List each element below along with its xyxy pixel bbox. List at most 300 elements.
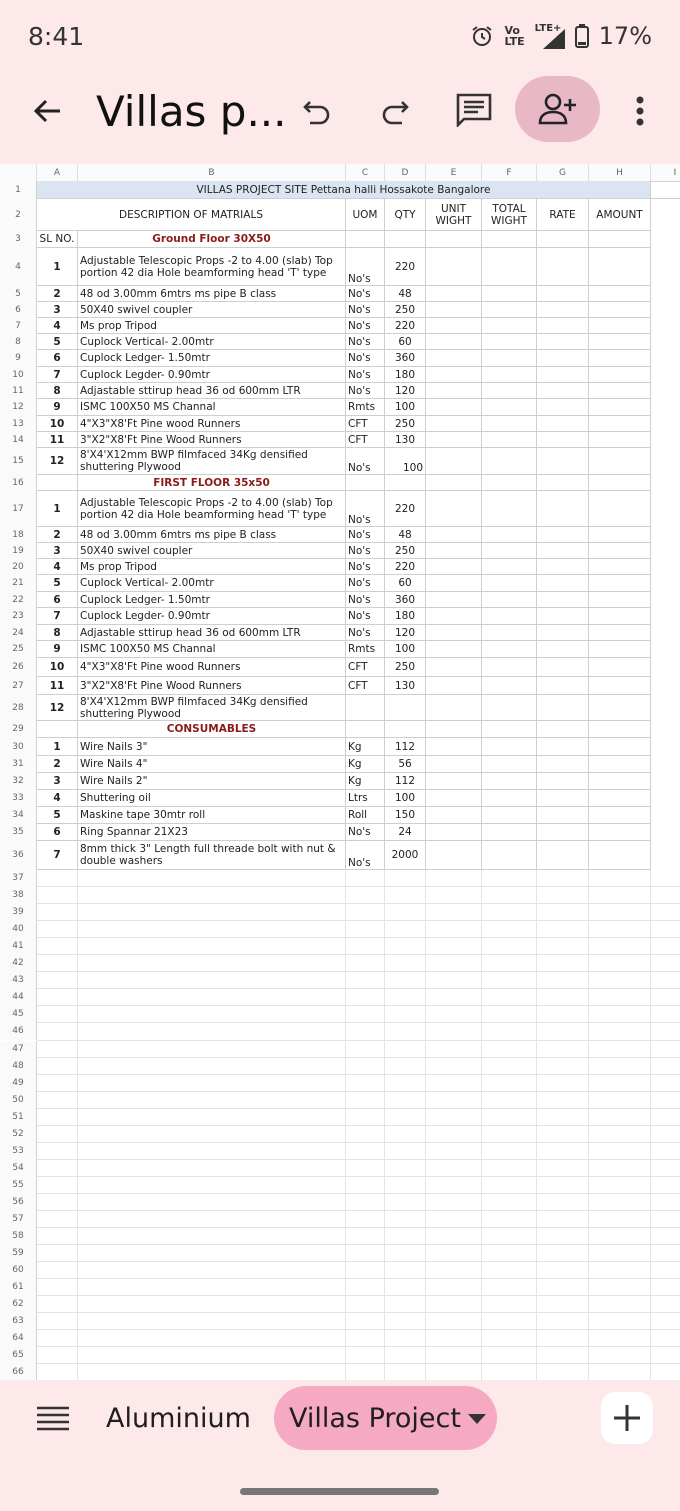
uom-cell[interactable]: No's bbox=[346, 824, 385, 841]
cell[interactable] bbox=[426, 367, 482, 383]
uom-cell[interactable]: No's bbox=[346, 302, 385, 318]
row-header-38[interactable]: 38 bbox=[0, 887, 37, 904]
cell[interactable] bbox=[426, 527, 482, 543]
cell[interactable] bbox=[482, 677, 537, 695]
cell[interactable] bbox=[589, 432, 651, 448]
cell[interactable] bbox=[482, 448, 537, 475]
description-cell[interactable]: Cuplock Legder- 0.90mtr bbox=[78, 367, 346, 383]
description-cell[interactable]: 3"X2"X8'Ft Pine Wood Runners bbox=[78, 677, 346, 695]
sl-no-cell[interactable]: 3 bbox=[37, 543, 78, 559]
cell[interactable] bbox=[482, 625, 537, 641]
row-header-62[interactable]: 62 bbox=[0, 1296, 37, 1313]
row-header-53[interactable]: 53 bbox=[0, 1143, 37, 1160]
row-header-61[interactable]: 61 bbox=[0, 1279, 37, 1296]
cell[interactable] bbox=[589, 448, 651, 475]
cell[interactable] bbox=[482, 543, 537, 559]
row-header-1[interactable]: 1 bbox=[0, 181, 37, 199]
cell[interactable] bbox=[482, 824, 537, 841]
row-header-9[interactable]: 9 bbox=[0, 350, 37, 367]
cell[interactable] bbox=[482, 286, 537, 302]
row-header-48[interactable]: 48 bbox=[0, 1058, 37, 1075]
cell[interactable] bbox=[426, 790, 482, 807]
cell[interactable] bbox=[589, 695, 651, 721]
cell[interactable] bbox=[589, 625, 651, 641]
uom-cell[interactable]: No's bbox=[346, 841, 385, 870]
description-cell[interactable]: Adjustable Telescopic Props -2 to 4.00 (slab) Top portion 42 dia Hole beamforming head 'T' type bbox=[78, 491, 346, 527]
qty-cell[interactable]: 250 bbox=[385, 658, 426, 677]
qty-cell[interactable]: 180 bbox=[385, 367, 426, 383]
cell[interactable] bbox=[589, 773, 651, 790]
sl-no-cell[interactable]: 11 bbox=[37, 677, 78, 695]
cell[interactable] bbox=[537, 318, 589, 334]
cell[interactable] bbox=[346, 721, 385, 738]
cell[interactable] bbox=[537, 608, 589, 625]
cell[interactable] bbox=[537, 641, 589, 658]
sl-no-cell[interactable]: 12 bbox=[37, 695, 78, 721]
row-header-13[interactable]: 13 bbox=[0, 416, 37, 432]
qty-cell[interactable]: 100 bbox=[385, 790, 426, 807]
cell[interactable] bbox=[589, 527, 651, 543]
description-cell[interactable]: Cuplock Vertical- 2.00mtr bbox=[78, 334, 346, 350]
uom-cell[interactable]: No's bbox=[346, 286, 385, 302]
cell[interactable] bbox=[537, 677, 589, 695]
cell[interactable] bbox=[589, 841, 651, 870]
cell[interactable] bbox=[482, 350, 537, 367]
qty-cell[interactable]: 130 bbox=[385, 432, 426, 448]
cell[interactable] bbox=[385, 231, 426, 248]
redo-button[interactable] bbox=[374, 90, 416, 132]
row-header-17[interactable]: 17 bbox=[0, 491, 37, 527]
cell[interactable] bbox=[589, 790, 651, 807]
sl-no-cell[interactable]: 5 bbox=[37, 575, 78, 592]
qty-cell[interactable]: 100 bbox=[385, 399, 426, 416]
row-header-49[interactable]: 49 bbox=[0, 1075, 37, 1092]
sl-no-cell[interactable]: 5 bbox=[37, 334, 78, 350]
cell[interactable] bbox=[537, 738, 589, 756]
cell[interactable] bbox=[426, 575, 482, 592]
uom-cell[interactable]: Kg bbox=[346, 773, 385, 790]
qty-cell[interactable]: 220 bbox=[385, 559, 426, 575]
cell[interactable] bbox=[482, 807, 537, 824]
cell[interactable] bbox=[426, 559, 482, 575]
row-header-23[interactable]: 23 bbox=[0, 608, 37, 625]
description-cell[interactable]: Wire Nails 2" bbox=[78, 773, 346, 790]
cell[interactable] bbox=[589, 248, 651, 286]
cell[interactable] bbox=[589, 658, 651, 677]
uom-cell[interactable]: No's bbox=[346, 248, 385, 286]
description-cell[interactable]: 3"X2"X8'Ft Pine Wood Runners bbox=[78, 432, 346, 448]
cell[interactable] bbox=[482, 841, 537, 870]
cell[interactable] bbox=[426, 543, 482, 559]
qty-cell[interactable]: 24 bbox=[385, 824, 426, 841]
uom-cell[interactable]: No's bbox=[346, 559, 385, 575]
cell[interactable] bbox=[589, 334, 651, 350]
row-header-42[interactable]: 42 bbox=[0, 955, 37, 972]
uom-cell[interactable]: No's bbox=[346, 543, 385, 559]
qty-cell[interactable]: 112 bbox=[385, 773, 426, 790]
header-rate[interactable]: RATE bbox=[537, 199, 589, 231]
row-header-50[interactable]: 50 bbox=[0, 1092, 37, 1109]
cell[interactable] bbox=[589, 824, 651, 841]
uom-cell[interactable]: No's bbox=[346, 367, 385, 383]
row-header-33[interactable]: 33 bbox=[0, 790, 37, 807]
cell[interactable] bbox=[482, 756, 537, 773]
description-cell[interactable]: Adjustable Telescopic Props -2 to 4.00 (slab) Top portion 42 dia Hole beamforming head 'T' type bbox=[78, 248, 346, 286]
cell[interactable] bbox=[482, 592, 537, 608]
qty-cell[interactable]: 60 bbox=[385, 575, 426, 592]
qty-cell[interactable]: 120 bbox=[385, 383, 426, 399]
cell[interactable] bbox=[537, 491, 589, 527]
uom-cell[interactable]: No's bbox=[346, 334, 385, 350]
cell[interactable] bbox=[482, 491, 537, 527]
qty-cell[interactable]: 100 bbox=[385, 641, 426, 658]
sl-no-cell[interactable]: 7 bbox=[37, 367, 78, 383]
description-cell[interactable]: Cuplock Legder- 0.90mtr bbox=[78, 608, 346, 625]
row-header-15[interactable]: 15 bbox=[0, 448, 37, 475]
cell[interactable] bbox=[426, 399, 482, 416]
column-header-e[interactable]: E bbox=[426, 164, 482, 182]
all-sheets-button[interactable] bbox=[34, 1400, 72, 1438]
cell[interactable] bbox=[589, 302, 651, 318]
cell[interactable] bbox=[426, 302, 482, 318]
sl-no-cell[interactable]: 9 bbox=[37, 641, 78, 658]
cell[interactable] bbox=[537, 773, 589, 790]
row-header-20[interactable]: 20 bbox=[0, 559, 37, 575]
cell[interactable] bbox=[589, 559, 651, 575]
uom-cell[interactable]: No's bbox=[346, 448, 385, 475]
row-header-41[interactable]: 41 bbox=[0, 938, 37, 955]
description-cell[interactable]: Maskine tape 30mtr roll bbox=[78, 807, 346, 824]
row-header-4[interactable]: 4 bbox=[0, 248, 37, 286]
description-cell[interactable]: 8mm thick 3" Length full threade bolt with nut & double washers bbox=[78, 841, 346, 870]
description-cell[interactable]: 50X40 swivel coupler bbox=[78, 543, 346, 559]
cell[interactable] bbox=[589, 383, 651, 399]
cell[interactable] bbox=[482, 790, 537, 807]
description-cell[interactable]: Ring Spannar 21X23 bbox=[78, 824, 346, 841]
description-cell[interactable]: Wire Nails 4" bbox=[78, 756, 346, 773]
uom-cell[interactable]: CFT bbox=[346, 416, 385, 432]
cell[interactable] bbox=[482, 695, 537, 721]
sl-no-cell[interactable]: 4 bbox=[37, 318, 78, 334]
cell[interactable] bbox=[482, 738, 537, 756]
cell[interactable] bbox=[426, 738, 482, 756]
description-cell[interactable]: 4"X3"X8'Ft Pine wood Runners bbox=[78, 658, 346, 677]
cell[interactable] bbox=[589, 641, 651, 658]
comments-button[interactable] bbox=[452, 88, 496, 132]
cell[interactable] bbox=[385, 721, 426, 738]
sl-no-cell[interactable]: 10 bbox=[37, 416, 78, 432]
qty-cell[interactable]: 220 bbox=[385, 318, 426, 334]
row-header-45[interactable]: 45 bbox=[0, 1006, 37, 1023]
column-header-c[interactable]: C bbox=[346, 164, 385, 182]
cell[interactable] bbox=[426, 350, 482, 367]
row-header-12[interactable]: 12 bbox=[0, 399, 37, 416]
sl-no-cell[interactable]: 1 bbox=[37, 248, 78, 286]
row-header-32[interactable]: 32 bbox=[0, 773, 37, 790]
qty-cell[interactable]: 56 bbox=[385, 756, 426, 773]
cell[interactable] bbox=[537, 824, 589, 841]
description-cell[interactable]: Ms prop Tripod bbox=[78, 559, 346, 575]
row-header-25[interactable]: 25 bbox=[0, 641, 37, 658]
sl-no-cell[interactable]: 1 bbox=[37, 738, 78, 756]
uom-cell[interactable]: Rmts bbox=[346, 399, 385, 416]
qty-cell[interactable]: 220 bbox=[385, 491, 426, 527]
row-header-37[interactable]: 37 bbox=[0, 870, 37, 887]
row-header-21[interactable]: 21 bbox=[0, 575, 37, 592]
cell[interactable] bbox=[482, 773, 537, 790]
row-header-66[interactable]: 66 bbox=[0, 1364, 37, 1380]
cell[interactable] bbox=[537, 658, 589, 677]
description-cell[interactable]: ISMC 100X50 MS Channal bbox=[78, 641, 346, 658]
cell[interactable] bbox=[482, 383, 537, 399]
cell[interactable] bbox=[426, 334, 482, 350]
cell[interactable] bbox=[537, 432, 589, 448]
cell[interactable] bbox=[346, 231, 385, 248]
uom-cell[interactable]: No's bbox=[346, 527, 385, 543]
cell[interactable] bbox=[426, 318, 482, 334]
cell[interactable] bbox=[537, 527, 589, 543]
cell[interactable] bbox=[426, 432, 482, 448]
cell[interactable] bbox=[426, 721, 482, 738]
cell[interactable] bbox=[589, 367, 651, 383]
sl-no-cell[interactable]: 6 bbox=[37, 350, 78, 367]
qty-cell[interactable]: 250 bbox=[385, 416, 426, 432]
row-header-56[interactable]: 56 bbox=[0, 1194, 37, 1211]
header-sl-no[interactable]: SL NO. bbox=[37, 231, 78, 248]
cell[interactable] bbox=[482, 475, 537, 491]
cell[interactable] bbox=[426, 383, 482, 399]
row-header-8[interactable]: 8 bbox=[0, 334, 37, 350]
row-header-51[interactable]: 51 bbox=[0, 1109, 37, 1126]
qty-cell[interactable]: 100 bbox=[385, 448, 426, 475]
row-header-39[interactable]: 39 bbox=[0, 904, 37, 921]
sl-no-cell[interactable]: 2 bbox=[37, 527, 78, 543]
uom-cell[interactable]: No's bbox=[346, 491, 385, 527]
row-header-31[interactable]: 31 bbox=[0, 756, 37, 773]
sl-no-cell[interactable]: 11 bbox=[37, 432, 78, 448]
uom-cell[interactable]: Kg bbox=[346, 756, 385, 773]
cell[interactable] bbox=[537, 231, 589, 248]
cell[interactable] bbox=[537, 367, 589, 383]
column-header-h[interactable]: H bbox=[589, 164, 651, 182]
cell[interactable] bbox=[537, 399, 589, 416]
uom-cell[interactable]: Rmts bbox=[346, 641, 385, 658]
cell[interactable] bbox=[537, 286, 589, 302]
cell[interactable] bbox=[589, 677, 651, 695]
cell[interactable] bbox=[426, 807, 482, 824]
description-cell[interactable]: Adjastable sttirup head 36 od 600mm LTR bbox=[78, 625, 346, 641]
row-header-46[interactable]: 46 bbox=[0, 1023, 37, 1040]
uom-cell[interactable]: CFT bbox=[346, 677, 385, 695]
cell[interactable] bbox=[426, 756, 482, 773]
cell[interactable] bbox=[482, 231, 537, 248]
qty-cell[interactable]: 250 bbox=[385, 302, 426, 318]
column-header-f[interactable]: F bbox=[482, 164, 537, 182]
cell[interactable] bbox=[426, 491, 482, 527]
sl-no-cell[interactable]: 2 bbox=[37, 286, 78, 302]
row-header-30[interactable]: 30 bbox=[0, 738, 37, 756]
header-total-weight[interactable]: TOTAL WIGHT bbox=[482, 199, 537, 231]
qty-cell[interactable]: 2000 bbox=[385, 841, 426, 870]
sl-no-cell[interactable]: 2 bbox=[37, 756, 78, 773]
cell[interactable] bbox=[482, 334, 537, 350]
cell[interactable] bbox=[482, 302, 537, 318]
row-header-19[interactable]: 19 bbox=[0, 543, 37, 559]
description-cell[interactable]: Ms prop Tripod bbox=[78, 318, 346, 334]
qty-cell[interactable]: 112 bbox=[385, 738, 426, 756]
cell[interactable] bbox=[589, 475, 651, 491]
cell[interactable] bbox=[482, 248, 537, 286]
qty-cell[interactable] bbox=[385, 695, 426, 721]
uom-cell[interactable]: Roll bbox=[346, 807, 385, 824]
cell[interactable] bbox=[482, 399, 537, 416]
sheet-title-cell[interactable]: VILLAS PROJECT SITE Pettana halli Hossakote Bangalore bbox=[37, 181, 651, 199]
column-header-g[interactable]: G bbox=[537, 164, 589, 182]
description-cell[interactable]: 50X40 swivel coupler bbox=[78, 302, 346, 318]
cell[interactable] bbox=[482, 367, 537, 383]
column-header-a[interactable]: A bbox=[37, 164, 78, 182]
corner-cell[interactable] bbox=[0, 164, 37, 182]
description-cell[interactable]: 8'X4'X12mm BWP filmfaced 34Kg densified shuttering Plywood bbox=[78, 448, 346, 475]
uom-cell[interactable]: Ltrs bbox=[346, 790, 385, 807]
cell[interactable] bbox=[426, 677, 482, 695]
cell[interactable] bbox=[537, 721, 589, 738]
cell[interactable] bbox=[537, 625, 589, 641]
header-qty[interactable]: QTY bbox=[385, 199, 426, 231]
row-header-59[interactable]: 59 bbox=[0, 1245, 37, 1262]
cell[interactable] bbox=[537, 248, 589, 286]
sl-no-cell[interactable]: 10 bbox=[37, 658, 78, 677]
header-unit-weight[interactable]: UNIT WIGHT bbox=[426, 199, 482, 231]
cell[interactable] bbox=[482, 608, 537, 625]
uom-cell[interactable] bbox=[346, 695, 385, 721]
header-uom[interactable]: UOM bbox=[346, 199, 385, 231]
row-header-55[interactable]: 55 bbox=[0, 1177, 37, 1194]
cell[interactable] bbox=[37, 721, 78, 738]
cell[interactable] bbox=[426, 231, 482, 248]
cell[interactable] bbox=[426, 475, 482, 491]
description-cell[interactable]: Shuttering oil bbox=[78, 790, 346, 807]
document-title[interactable]: Villas p... bbox=[96, 87, 287, 136]
row-header-3[interactable]: 3 bbox=[0, 231, 37, 248]
cell[interactable] bbox=[426, 841, 482, 870]
row-header-27[interactable]: 27 bbox=[0, 677, 37, 695]
qty-cell[interactable]: 150 bbox=[385, 807, 426, 824]
cell[interactable] bbox=[37, 475, 78, 491]
cell[interactable] bbox=[426, 592, 482, 608]
cell[interactable] bbox=[537, 302, 589, 318]
sl-no-cell[interactable]: 3 bbox=[37, 773, 78, 790]
tab-villas-project[interactable] bbox=[274, 1386, 497, 1450]
cell[interactable] bbox=[426, 448, 482, 475]
cell[interactable] bbox=[426, 773, 482, 790]
cell[interactable] bbox=[589, 231, 651, 248]
cell[interactable] bbox=[426, 641, 482, 658]
row-header-40[interactable]: 40 bbox=[0, 921, 37, 938]
column-header-i[interactable]: I bbox=[651, 164, 680, 182]
cell[interactable] bbox=[589, 543, 651, 559]
cell[interactable] bbox=[426, 695, 482, 721]
row-header-6[interactable]: 6 bbox=[0, 302, 37, 318]
cell[interactable] bbox=[589, 416, 651, 432]
row-header-52[interactable]: 52 bbox=[0, 1126, 37, 1143]
qty-cell[interactable]: 250 bbox=[385, 543, 426, 559]
cell[interactable] bbox=[385, 475, 426, 491]
column-header-d[interactable]: D bbox=[385, 164, 426, 182]
cell[interactable] bbox=[426, 824, 482, 841]
cell[interactable] bbox=[537, 841, 589, 870]
row-header-18[interactable]: 18 bbox=[0, 527, 37, 543]
sl-no-cell[interactable]: 8 bbox=[37, 625, 78, 641]
cell[interactable] bbox=[426, 658, 482, 677]
cell[interactable] bbox=[589, 350, 651, 367]
cell[interactable] bbox=[537, 807, 589, 824]
cell[interactable] bbox=[589, 491, 651, 527]
cell[interactable] bbox=[537, 790, 589, 807]
cell[interactable] bbox=[537, 334, 589, 350]
cell[interactable] bbox=[537, 448, 589, 475]
cell[interactable] bbox=[589, 575, 651, 592]
cell[interactable] bbox=[537, 416, 589, 432]
row-header-57[interactable]: 57 bbox=[0, 1211, 37, 1228]
qty-cell[interactable]: 48 bbox=[385, 286, 426, 302]
cell[interactable] bbox=[482, 318, 537, 334]
row-header-43[interactable]: 43 bbox=[0, 972, 37, 989]
uom-cell[interactable]: CFT bbox=[346, 432, 385, 448]
qty-cell[interactable]: 220 bbox=[385, 248, 426, 286]
sl-no-cell[interactable]: 5 bbox=[37, 807, 78, 824]
description-cell[interactable]: 8'X4'X12mm BWP filmfaced 34Kg densified shuttering Plywood bbox=[78, 695, 346, 721]
cell[interactable] bbox=[589, 756, 651, 773]
cell[interactable] bbox=[589, 286, 651, 302]
description-cell[interactable]: 48 od 3.00mm 6mtrs ms pipe B class bbox=[78, 527, 346, 543]
cell[interactable] bbox=[589, 807, 651, 824]
row-header-36[interactable]: 36 bbox=[0, 841, 37, 870]
sl-no-cell[interactable]: 8 bbox=[37, 383, 78, 399]
cell[interactable] bbox=[426, 286, 482, 302]
row-header-14[interactable]: 14 bbox=[0, 432, 37, 448]
tab-aluminium[interactable]: Aluminium bbox=[106, 1402, 251, 1434]
uom-cell[interactable]: No's bbox=[346, 608, 385, 625]
uom-cell[interactable]: No's bbox=[346, 318, 385, 334]
qty-cell[interactable]: 180 bbox=[385, 608, 426, 625]
cell[interactable] bbox=[537, 383, 589, 399]
uom-cell[interactable]: CFT bbox=[346, 658, 385, 677]
section-title[interactable]: Ground Floor 30X50 bbox=[78, 231, 346, 248]
cell[interactable] bbox=[589, 738, 651, 756]
description-cell[interactable]: Cuplock Vertical- 2.00mtr bbox=[78, 575, 346, 592]
row-header-63[interactable]: 63 bbox=[0, 1313, 37, 1330]
cell[interactable] bbox=[482, 575, 537, 592]
qty-cell[interactable]: 60 bbox=[385, 334, 426, 350]
row-header-44[interactable]: 44 bbox=[0, 989, 37, 1006]
row-header-28[interactable]: 28 bbox=[0, 695, 37, 721]
qty-cell[interactable]: 130 bbox=[385, 677, 426, 695]
row-header-10[interactable]: 10 bbox=[0, 367, 37, 383]
description-cell[interactable]: Wire Nails 3" bbox=[78, 738, 346, 756]
share-button[interactable] bbox=[515, 76, 600, 142]
sl-no-cell[interactable]: 7 bbox=[37, 841, 78, 870]
description-cell[interactable]: 4"X3"X8'Ft Pine wood Runners bbox=[78, 416, 346, 432]
row-header-16[interactable]: 16 bbox=[0, 475, 37, 491]
back-button[interactable] bbox=[26, 90, 68, 132]
qty-cell[interactable]: 360 bbox=[385, 592, 426, 608]
row-header-7[interactable]: 7 bbox=[0, 318, 37, 334]
row-header-34[interactable]: 34 bbox=[0, 807, 37, 824]
cell[interactable] bbox=[426, 608, 482, 625]
uom-cell[interactable]: No's bbox=[346, 350, 385, 367]
section-title[interactable]: FIRST FLOOR 35x50 bbox=[78, 475, 346, 491]
